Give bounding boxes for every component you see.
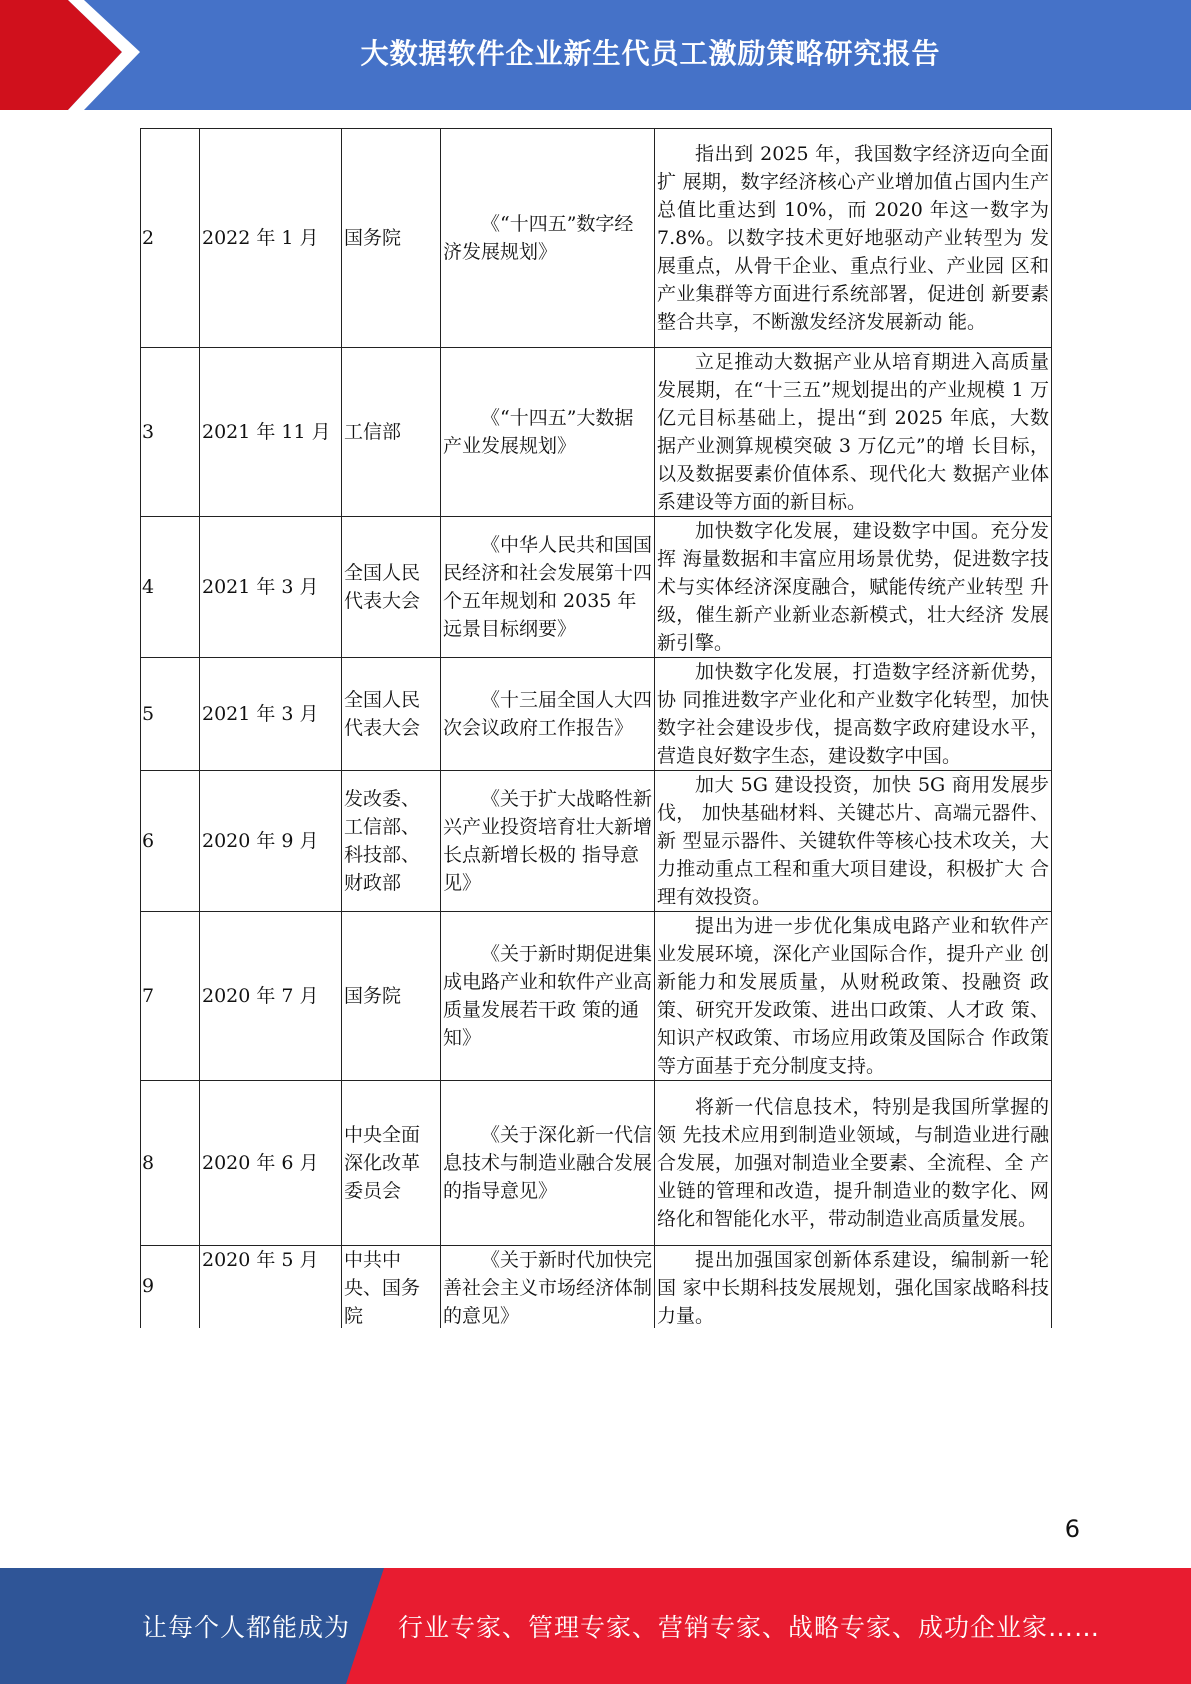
row-document: 《关于新时代加快完 善社会主义市场经济体制的意见》	[441, 1246, 655, 1329]
row-content: 加快数字化发展，建设数字中国。充分发挥 海量数据和丰富应用场景优势，促进数字技 术与实体经济深度融合，赋能传统产业转型 升级，催生新产业新业态新模式，壮大经济 发展新引擎。	[655, 517, 1052, 658]
row-date: 2021 年 11 月	[200, 348, 342, 517]
row-index: 2	[141, 129, 200, 348]
row-date: 2020 年 9 月	[200, 771, 342, 912]
row-index: 5	[141, 658, 200, 771]
policy-table	[140, 128, 1052, 1328]
row-date: 2021 年 3 月	[200, 517, 342, 658]
row-date: 2020 年 7 月	[200, 912, 342, 1081]
table-row	[141, 912, 1052, 1081]
row-issuer: 中央全面深化改革委员会	[342, 1081, 441, 1246]
row-content: 加快数字化发展，打造数字经济新优势，协 同推进数字产业化和产业数字化转型，加快 数字社会建设步伐，提高数字政府建设水平，营造良好数字生态，建设数字中国。	[655, 658, 1052, 771]
report-title: 大数据软件企业新生代员工激励策略研究报告	[360, 37, 941, 70]
policy-table-container	[140, 128, 1051, 1328]
row-index: 4	[141, 517, 200, 658]
row-date: 2022 年 1 月	[200, 129, 342, 348]
row-issuer: 国务院	[342, 129, 441, 348]
table-row	[141, 771, 1052, 912]
row-document: 《关于深化新一代信 息技术与制造业融合发展的指导意见》	[441, 1081, 655, 1246]
row-document: 《关于扩大战略性新 兴产业投资培育壮大新增长点新增长极的 指导意见》	[441, 771, 655, 912]
row-index: 9	[141, 1246, 200, 1329]
row-content: 提出加强国家创新体系建设，编制新一轮国 家中长期科技发展规划，强化国家战略科技 力量。	[655, 1246, 1052, 1329]
table-row	[141, 1081, 1052, 1246]
row-date: 2020 年 6 月	[200, 1081, 342, 1246]
row-date: 2021 年 3 月	[200, 658, 342, 771]
row-index: 6	[141, 771, 200, 912]
header-arrow-icon	[0, 0, 160, 110]
row-document: 《十三届全国人大四 次会议政府工作报告》	[441, 658, 655, 771]
page-footer	[0, 1568, 1191, 1684]
table-row	[141, 517, 1052, 658]
row-document: 《“十四五”数字经 济发展规划》	[441, 129, 655, 348]
table-row	[141, 1246, 1052, 1329]
row-date: 2020 年 5 月	[200, 1246, 342, 1329]
table-row	[141, 129, 1052, 348]
row-content: 指出到 2025 年，我国数字经济迈向全面扩 展期，数字经济核心产业增加值占国内生产 总值比重达到 10%，而 2020 年这一数字为 7.8%。以数字技术更好地驱动产业转型为 发展重点，从骨干企业、重点行业、产业园 区和产业集群等方面进行系统部署，促进创 新要素整合共享，不断激发经济发展新动 能。	[655, 129, 1052, 348]
row-content: 立足推动大数据产业从培育期进入高质量 发展期，在“十三五”规划提出的产业规模 1 万亿元目标基础上，提出“到 2025 年底，大数据产业测算规模突破 3 万亿元”的增 长目标，以及数据要素价值体系、现代化大 数据产业体系建设等方面的新目标。	[655, 348, 1052, 517]
row-content: 加大 5G 建设投资，加快 5G 商用发展步伐， 加快基础材料、关键芯片、高端元器件、新 型显示器件、关键软件等核心技术攻关，大 力推动重点工程和重大项目建设，积极扩大 合理有效投资。	[655, 771, 1052, 912]
row-issuer: 全国人民代表大会	[342, 658, 441, 771]
row-content: 将新一代信息技术，特别是我国所掌握的领 先技术应用到制造业领域，与制造业进行融 合发展，加强对制造业全要素、全流程、全 产业链的管理和改造，提升制造业的数字化、网络化和智能化水平，带动制造业高质量发展。	[655, 1081, 1052, 1246]
row-index: 3	[141, 348, 200, 517]
row-index: 7	[141, 912, 200, 1081]
row-document: 《“十四五”大数据 产业发展规划》	[441, 348, 655, 517]
page-header	[0, 0, 1191, 110]
table-row	[141, 658, 1052, 771]
footer-slogan-right: 行业专家、管理专家、营销专家、战略专家、成功企业家……	[398, 1613, 1101, 1642]
row-index: 8	[141, 1081, 200, 1246]
row-issuer: 全国人民代表大会	[342, 517, 441, 658]
page-number: 6	[1064, 1515, 1080, 1543]
row-issuer: 发改委、工信部、科技部、财政部	[342, 771, 441, 912]
table-row	[141, 348, 1052, 517]
footer-slogan-left: 让每个人都能成为	[142, 1613, 351, 1642]
row-issuer: 中共中央、国务院	[342, 1246, 441, 1329]
row-document: 《中华人民共和国国 民经济和社会发展第十四个五年规划和 2035 年远景目标纲要》	[441, 517, 655, 658]
row-content: 提出为进一步优化集成电路产业和软件产 业发展环境，深化产业国际合作，提升产业 创新能力和发展质量，从财税政策、投融资 政策、研究开发政策、进出口政策、人才政 策、知识产权政策、市场应用政策及国际合 作政策等方面基于充分制度支持。	[655, 912, 1052, 1081]
row-document: 《关于新时期促进集 成电路产业和软件产业高质量发展若干政 策的通知》	[441, 912, 655, 1081]
row-issuer: 国务院	[342, 912, 441, 1081]
row-issuer: 工信部	[342, 348, 441, 517]
